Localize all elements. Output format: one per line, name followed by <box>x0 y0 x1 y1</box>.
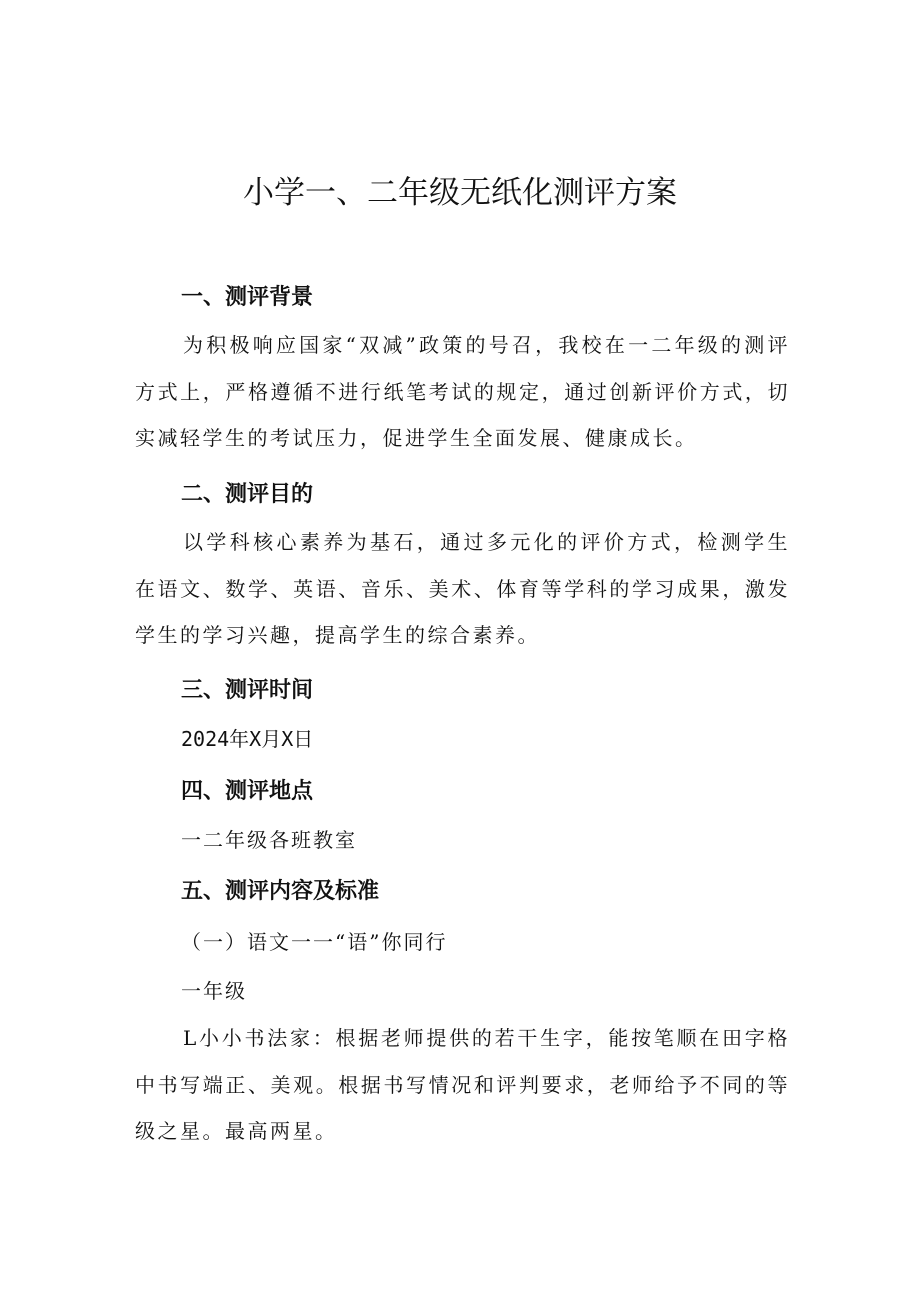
item-calligraphy: L小小书法家：根据老师提供的若干生字，能按笔顺在田字格中书写端正、美观。根据书写情况和评判要求，老师给予不同的等级之星。最高两星。 <box>135 1026 790 1143</box>
section-heading-background: 一、测评背景 <box>181 285 314 310</box>
section-heading-content: 五、测评内容及标准 <box>181 879 380 904</box>
section-heading-time: 三、测评时间 <box>181 678 314 703</box>
section-text-background: 为积极响应国家“双减”政策的号召，我校在一二年级的测评方式上，严格遵循不进行纸笔考试的规定，通过创新评价方式，切实减轻学生的考试压力，促进学生全面发展、健康成长。 <box>135 333 790 450</box>
document-title: 小学一、二年级无纸化测评方案 <box>243 175 677 211</box>
section-text-location: 一二年级各班教室 <box>181 828 357 852</box>
section-heading-purpose: 二、测评目的 <box>181 482 314 507</box>
subsection-chinese: （一）语文一一“语”你同行 <box>181 930 448 954</box>
section-heading-location: 四、测评地点 <box>181 779 314 804</box>
section-text-purpose: 以学科核心素养为基石，通过多元化的评价方式，检测学生在语文、数学、英语、音乐、美术、体育等学科的学习成果，激发学生的学习兴趣，提高学生的综合素养。 <box>135 530 790 647</box>
section-text-time: 2024年X月X日 <box>181 727 314 751</box>
grade-label: 一年级 <box>181 979 247 1003</box>
